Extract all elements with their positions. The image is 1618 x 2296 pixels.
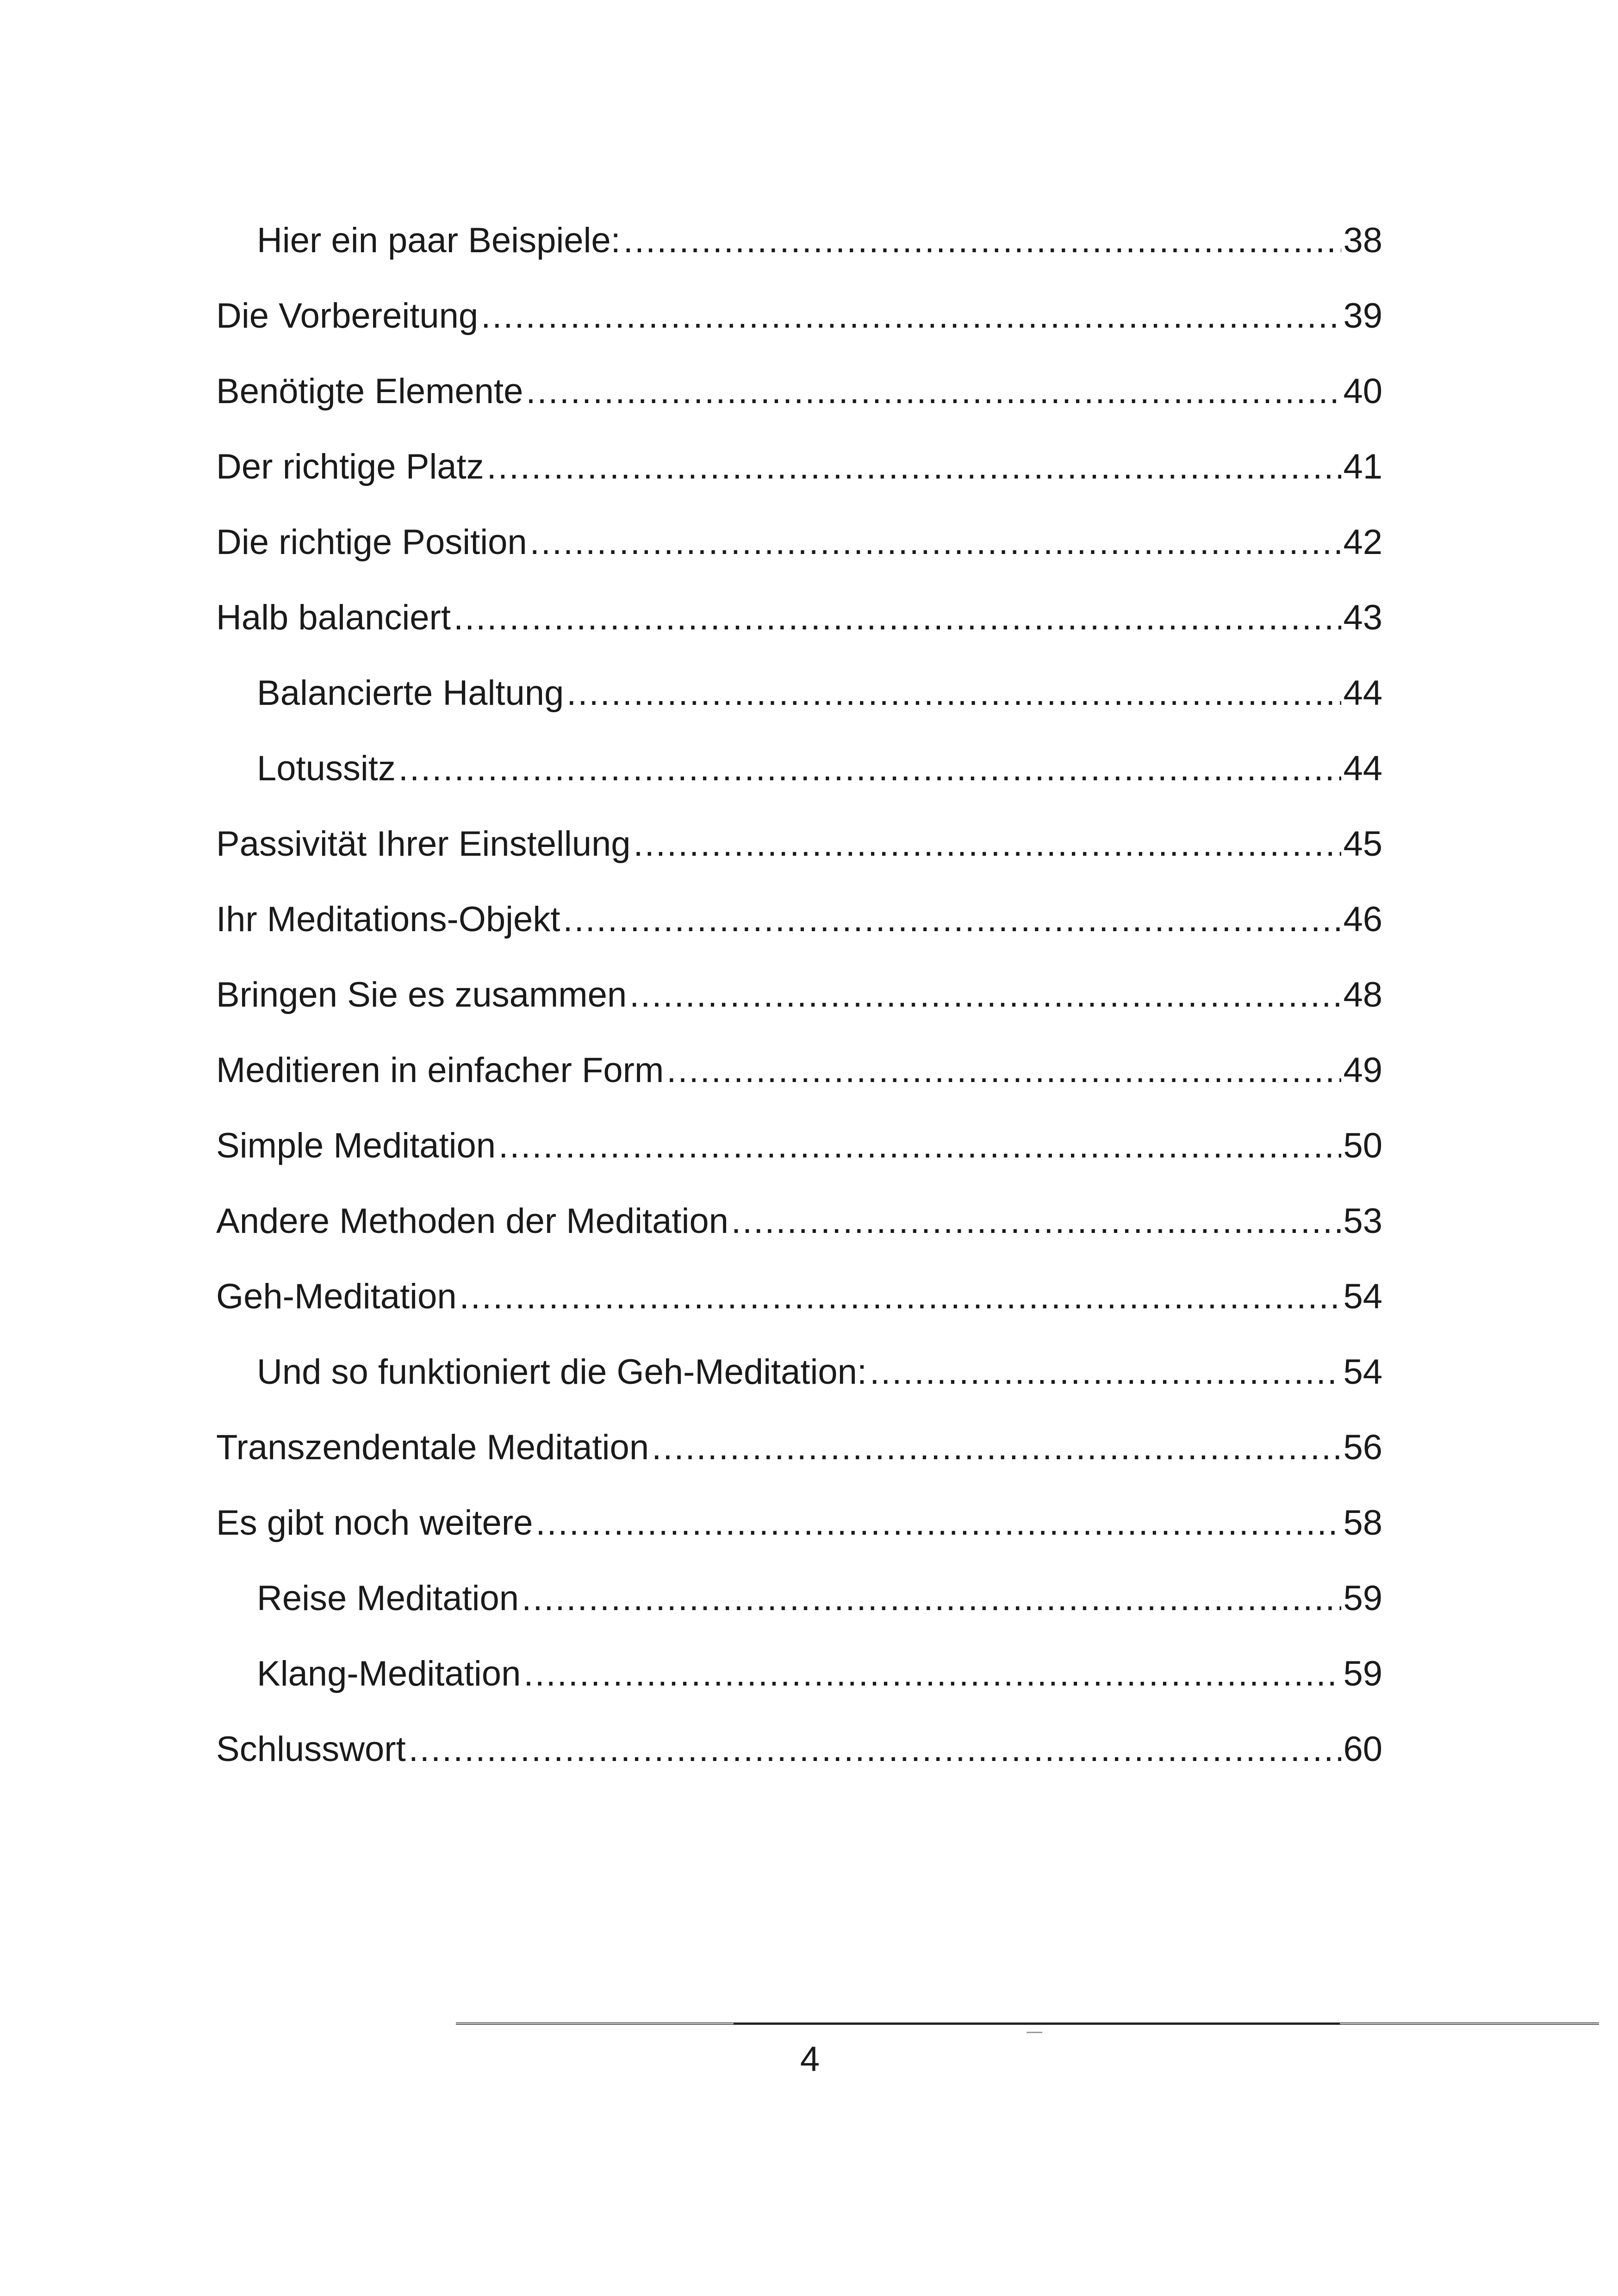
toc-entry-title: Ihr Meditations-Objekt	[216, 900, 560, 939]
toc-dot-leader	[870, 1340, 1341, 1405]
toc-entry-title: Schlusswort	[216, 1730, 406, 1769]
toc-entry[interactable]	[216, 1114, 1382, 1189]
toc-entry-page: 53	[1343, 1201, 1382, 1241]
toc-dot-leader	[634, 812, 1342, 877]
toc-entry[interactable]	[216, 1566, 1382, 1642]
toc-entry-title: Geh-Meditation	[216, 1277, 457, 1316]
toc-entry-page: 39	[1343, 296, 1382, 336]
toc-entry[interactable]	[216, 1264, 1382, 1340]
toc-entry-page: 45	[1343, 824, 1382, 864]
toc-entry-page: 59	[1343, 1579, 1382, 1618]
toc-entry-title: Andere Methoden der Meditation	[216, 1201, 728, 1241]
toc-entry[interactable]	[216, 1717, 1382, 1792]
toc-entry[interactable]	[216, 1491, 1382, 1566]
toc-entry-title: Klang-Meditation	[257, 1654, 521, 1693]
toc-entry-title: Die richtige Position	[216, 523, 527, 562]
toc-dot-leader	[563, 887, 1341, 952]
toc-dot-leader	[498, 1114, 1341, 1178]
toc-entry-page: 46	[1343, 900, 1382, 939]
toc-dot-leader	[522, 1566, 1341, 1631]
toc-entry[interactable]	[216, 1642, 1382, 1717]
toc-entry-title: Bringen Sie es zusammen	[216, 975, 627, 1014]
toc-entry-title: Der richtige Platz	[216, 447, 484, 486]
toc-entry[interactable]	[216, 1340, 1382, 1415]
toc-entry[interactable]	[216, 435, 1382, 510]
toc-entry-page: 42	[1343, 523, 1382, 562]
toc-entry[interactable]	[216, 661, 1382, 736]
toc-dot-leader	[566, 661, 1341, 726]
toc-entry-title: Und so funktioniert die Geh-Meditation:	[257, 1352, 867, 1392]
toc-entry[interactable]	[216, 1038, 1382, 1114]
footer-divider	[456, 2022, 1599, 2025]
toc-entry-title: Passivität Ihrer Einstellung	[216, 824, 631, 864]
toc-entry-page: 40	[1343, 372, 1382, 411]
toc-dot-leader	[454, 585, 1342, 650]
toc-entry-page: 44	[1343, 749, 1382, 788]
toc-dot-leader	[623, 208, 1342, 273]
toc-entry[interactable]	[216, 284, 1382, 359]
toc-dot-leader	[652, 1415, 1341, 1480]
toc-dot-leader	[666, 1038, 1341, 1103]
toc-entry-title: Lotussitz	[257, 749, 396, 788]
page-number: 4	[800, 2040, 820, 2079]
toc-entry-page: 56	[1343, 1428, 1382, 1467]
toc-entry-page: 58	[1343, 1503, 1382, 1543]
toc-dot-leader	[523, 1642, 1341, 1706]
toc-dot-leader	[487, 435, 1342, 499]
toc-entry-title: Die Vorbereitung	[216, 296, 479, 336]
toc-entry[interactable]	[216, 510, 1382, 585]
toc-entry-page: 50	[1343, 1126, 1382, 1165]
toc-entry[interactable]	[216, 736, 1382, 812]
toc-entry[interactable]	[216, 963, 1382, 1038]
toc-entry-title: Es gibt noch weitere	[216, 1503, 533, 1543]
toc-dot-leader	[460, 1264, 1342, 1329]
toc-entry[interactable]	[216, 812, 1382, 887]
toc-entry-page: 59	[1343, 1654, 1382, 1693]
toc-entry[interactable]	[216, 1189, 1382, 1264]
toc-dot-leader	[398, 736, 1342, 801]
toc-entry[interactable]	[216, 1415, 1382, 1491]
toc-dot-leader	[409, 1717, 1342, 1782]
toc-dot-leader	[629, 963, 1341, 1027]
toc-entry-title: Hier ein paar Beispiele:	[257, 221, 621, 260]
toc-entry-page: 54	[1343, 1277, 1382, 1316]
toc-entry[interactable]	[216, 359, 1382, 435]
toc-entry[interactable]	[216, 887, 1382, 963]
table-of-contents	[216, 208, 1382, 1792]
toc-entry-title: Benötigte Elemente	[216, 372, 523, 411]
toc-dot-leader	[481, 284, 1341, 348]
toc-entry-title: Balancierte Haltung	[257, 673, 564, 713]
toc-entry-page: 54	[1343, 1352, 1382, 1392]
toc-entry-title: Transzendentale Meditation	[216, 1428, 649, 1467]
toc-dot-leader	[731, 1189, 1342, 1254]
toc-entry-title: Halb balanciert	[216, 598, 451, 637]
toc-entry[interactable]	[216, 208, 1382, 284]
toc-entry-page: 44	[1343, 673, 1382, 713]
toc-entry-page: 48	[1343, 975, 1382, 1014]
toc-entry-title: Simple Meditation	[216, 1126, 496, 1165]
toc-entry-page: 38	[1343, 221, 1382, 260]
toc-dot-leader	[526, 359, 1341, 424]
toc-entry-title: Meditieren in einfacher Form	[216, 1051, 664, 1090]
toc-entry-page: 60	[1343, 1730, 1382, 1769]
toc-dot-leader	[535, 1491, 1341, 1556]
toc-entry-page: 41	[1343, 447, 1382, 486]
toc-dot-leader	[530, 510, 1342, 575]
toc-entry-page: 43	[1343, 598, 1382, 637]
footer-mark	[1027, 2032, 1042, 2033]
toc-entry[interactable]	[216, 585, 1382, 661]
toc-entry-title: Reise Meditation	[257, 1579, 519, 1618]
toc-entry-page: 49	[1343, 1051, 1382, 1090]
